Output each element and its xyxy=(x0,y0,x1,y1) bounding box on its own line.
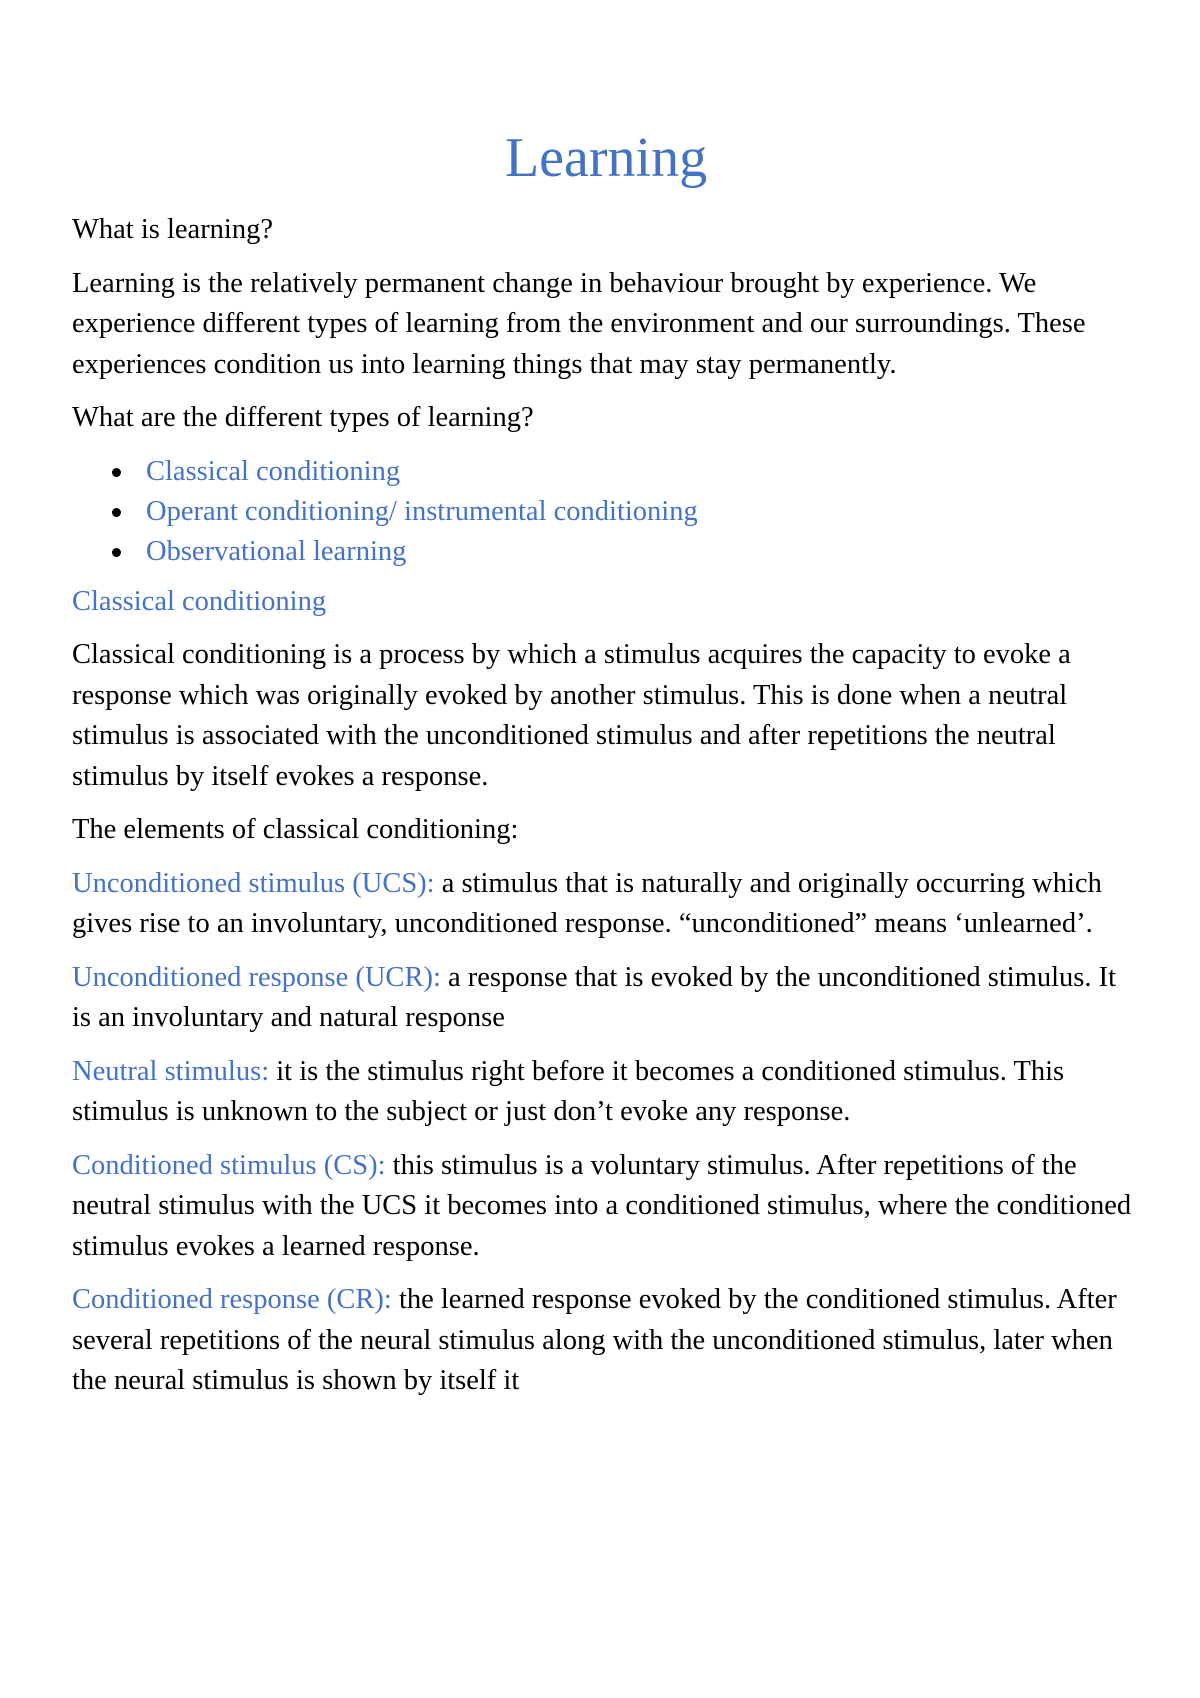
question-what-is-learning: What is learning? xyxy=(72,214,274,245)
definition-text: a response that is evoked by the unconditioned stimulus. It is an involuntary and natural response xyxy=(72,961,1117,1033)
definition-term: Unconditioned stimulus (UCS): xyxy=(72,867,435,899)
bullet-icon xyxy=(112,548,121,557)
section-heading-classical-conditioning: Classical conditioning xyxy=(72,585,327,617)
learning-definition-paragraph: Learning is the relatively permanent change in behaviour brought by experience. We experience different types of learning from the environment and our surroundings. These experiences condition us into learning things that may stay permanently. xyxy=(72,267,1086,380)
page-title: Learning xyxy=(504,127,708,189)
definition-ucs xyxy=(72,864,1132,945)
elements-intro: The elements of classical conditioning: xyxy=(72,814,519,845)
question-types-of-learning: What are the different types of learning? xyxy=(72,402,534,433)
definition-text: this stimulus is a voluntary stimulus. After repetitions of the neutral stimulus with the UCS it becomes into a conditioned stimulus, where the conditioned stimulus evokes a learned response. xyxy=(72,1149,1132,1262)
definition-term: Conditioned stimulus (CS): xyxy=(72,1149,386,1181)
list-item xyxy=(72,532,1132,572)
list-item-label: Operant conditioning/ instrumental conditioning xyxy=(146,495,698,527)
definition-cr xyxy=(72,1280,1132,1402)
classical-conditioning-paragraph: Classical conditioning is a process by which a stimulus acquires the capacity to evoke a response which was originally evoked by another stimulus. This is done when a neutral stimulus is associated with the unconditioned stimulus and after repetitions the neutral stimulus by itself evokes a response. xyxy=(72,639,1071,792)
definition-term: Unconditioned response (UCR): xyxy=(72,961,441,993)
definition-text: a stimulus that is naturally and originally occurring which gives rise to an involuntary, unconditioned response. “unconditioned” means ‘unlearned’. xyxy=(72,867,1102,939)
definition-term: Conditioned response (CR): xyxy=(72,1284,392,1315)
document-body xyxy=(72,118,1132,1415)
list-item xyxy=(72,452,1132,492)
definition-text: it is the stimulus right before it becomes a conditioned stimulus. This stimulus is unknown to the subject or just don’t evoke any response. xyxy=(72,1055,1065,1127)
list-item xyxy=(72,492,1132,532)
definition-term: Neutral stimulus: xyxy=(72,1055,270,1087)
definition-text: the learned response evoked by the conditioned stimulus. After several repetitions of the neural stimulus along with the unconditioned stimulus, later when the neural stimulus is shown by itself it xyxy=(72,1284,1117,1396)
definition-neutral-stimulus xyxy=(72,1052,1132,1133)
list-item-label: Observational learning xyxy=(146,535,407,567)
definition-cs xyxy=(72,1146,1132,1268)
learning-types-list xyxy=(72,452,1132,572)
list-item-label: Classical conditioning xyxy=(146,455,401,487)
bullet-icon xyxy=(112,508,121,517)
definition-ucr xyxy=(72,958,1132,1039)
bullet-icon xyxy=(112,468,121,477)
